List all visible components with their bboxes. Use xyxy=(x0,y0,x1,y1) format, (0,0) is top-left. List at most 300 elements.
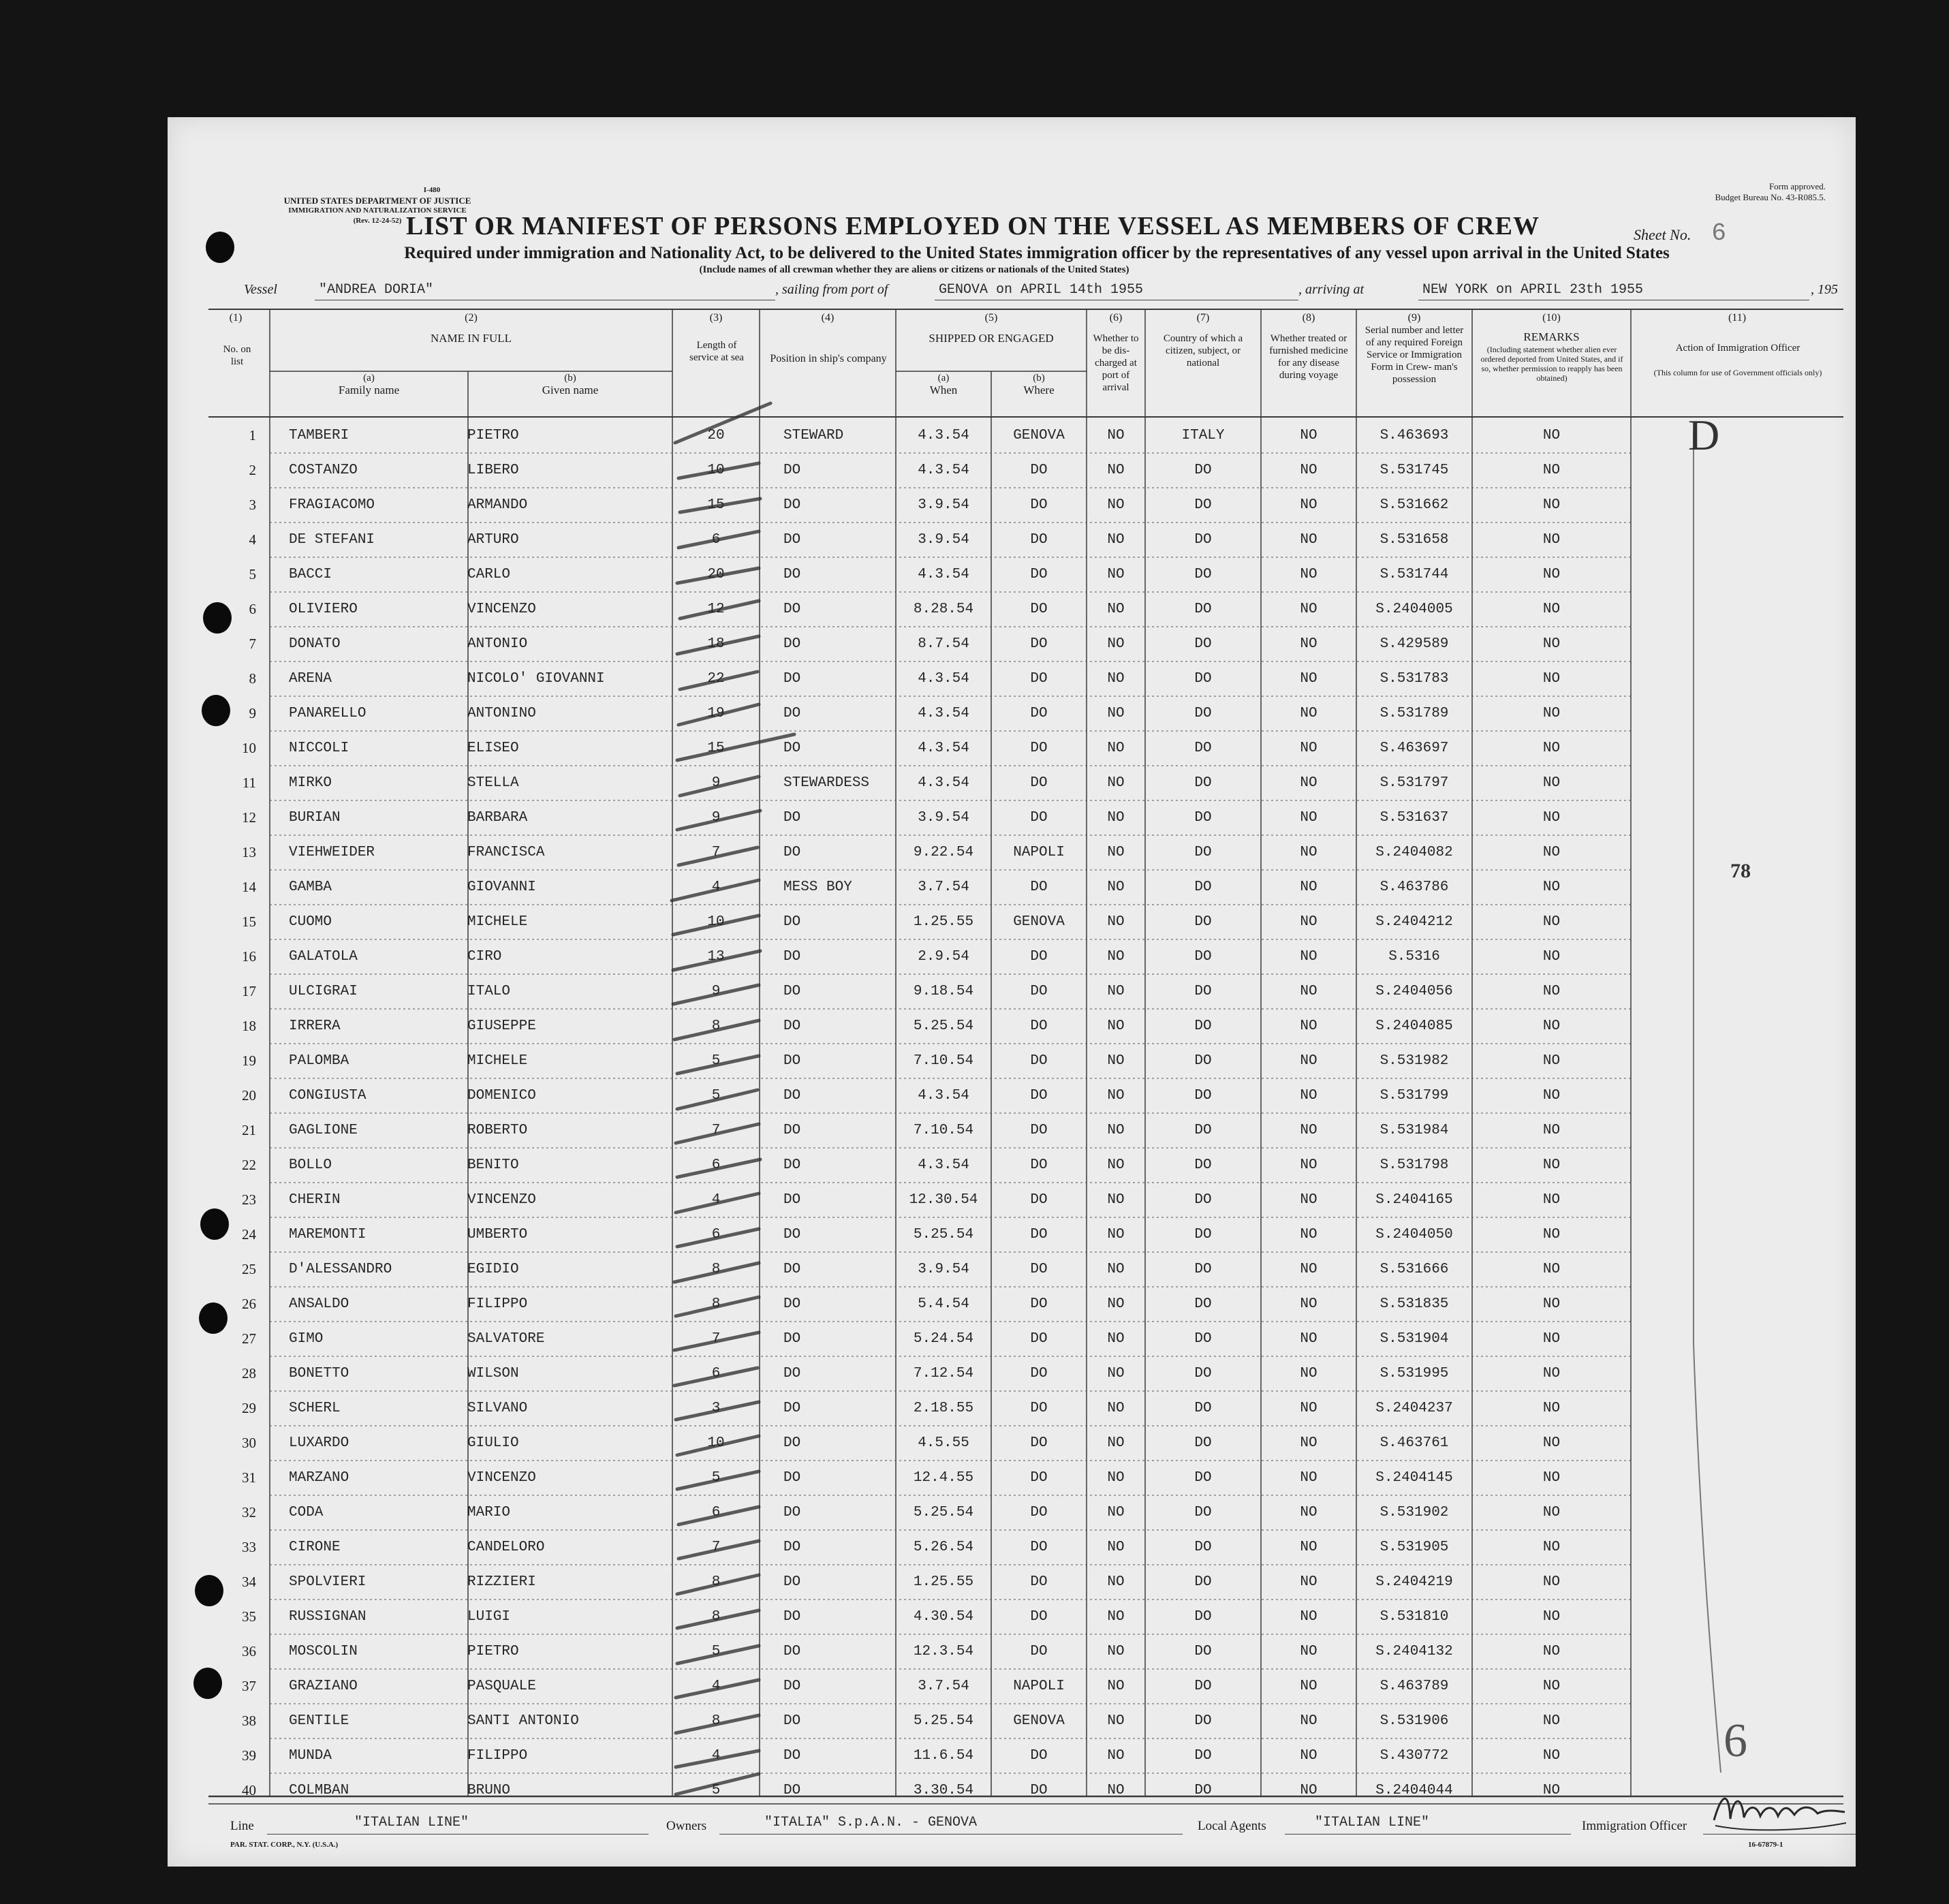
cell-serial: S.2404165 xyxy=(1375,1192,1453,1208)
cell-given: DOMENICO xyxy=(467,1088,536,1104)
cell-serial: S.531666 xyxy=(1379,1262,1449,1277)
cell-remarks: NO xyxy=(1542,740,1561,756)
cell-given: CIRO xyxy=(467,949,502,965)
table-row xyxy=(168,800,1856,835)
cell-medicine: NO xyxy=(1300,1679,1317,1694)
cell-remarks: NO xyxy=(1542,1435,1561,1451)
header-family-name: Family name xyxy=(338,384,400,396)
cell-serial: S.531995 xyxy=(1379,1366,1449,1382)
cell-when: 4.3.54 xyxy=(918,567,969,582)
cell-when: 3.9.54 xyxy=(918,1262,969,1277)
header-when-letter: (a) xyxy=(937,373,950,384)
table-row xyxy=(168,870,1856,905)
cell-no: 5 xyxy=(249,566,256,582)
cell-discharged: NO xyxy=(1107,810,1125,826)
cell-medicine: NO xyxy=(1300,879,1317,895)
cell-when: 4.3.54 xyxy=(918,463,969,478)
cell-family: IRRERA xyxy=(289,1018,341,1034)
cell-country: DO xyxy=(1194,706,1212,721)
cell-where: DO xyxy=(1030,1018,1048,1034)
cell-where: DO xyxy=(1030,463,1048,478)
cell-discharged: NO xyxy=(1107,1088,1125,1104)
cell-no: 33 xyxy=(242,1539,256,1555)
form-approved: Form approved. xyxy=(1768,181,1826,191)
cell-no: 10 xyxy=(242,740,256,756)
table-row xyxy=(168,488,1856,522)
cell-medicine: NO xyxy=(1300,463,1317,478)
cell-remarks: NO xyxy=(1542,671,1561,687)
cell-given: ITALO xyxy=(467,984,511,999)
cell-serial: S.531797 xyxy=(1379,775,1449,791)
cell-no: 22 xyxy=(242,1157,256,1173)
cell-where: DO xyxy=(1030,567,1048,582)
cell-when: 12.30.54 xyxy=(909,1192,978,1208)
cell-where: DO xyxy=(1030,1644,1048,1659)
cell-where: DO xyxy=(1030,602,1048,617)
cell-discharged: NO xyxy=(1107,1157,1125,1173)
cell-given: SILVANO xyxy=(467,1401,528,1416)
cell-country: DO xyxy=(1194,740,1212,756)
cell-length: 10 xyxy=(707,463,725,478)
cell-no: 1 xyxy=(249,427,256,443)
cell-discharged: NO xyxy=(1107,1018,1125,1034)
budget-bureau: Budget Bureau No. 43-R085.5. xyxy=(1715,192,1826,202)
cell-length: 3 xyxy=(711,1401,721,1416)
cell-medicine: NO xyxy=(1300,1227,1317,1243)
cell-given: WILSON xyxy=(467,1366,519,1382)
cell-given: EGIDIO xyxy=(467,1262,519,1277)
cell-where: DO xyxy=(1030,949,1048,965)
cell-family: GAMBA xyxy=(289,879,332,895)
cell-when: 2.9.54 xyxy=(918,949,969,965)
table-row xyxy=(168,939,1856,974)
cell-no: 4 xyxy=(249,531,256,548)
cell-family: BACCI xyxy=(289,567,332,582)
cell-when: 4.3.54 xyxy=(918,706,969,721)
cell-serial: S.531798 xyxy=(1379,1157,1449,1173)
table-row xyxy=(168,1669,1856,1704)
table-row xyxy=(168,974,1856,1009)
cell-family: GALATOLA xyxy=(289,949,358,965)
cell-given: GIOVANNI xyxy=(467,879,536,895)
cell-discharged: NO xyxy=(1107,706,1125,721)
cell-remarks: NO xyxy=(1542,497,1561,513)
cell-serial: S.2404219 xyxy=(1375,1574,1453,1590)
cell-no: 37 xyxy=(242,1678,256,1694)
table-row xyxy=(168,731,1856,766)
sheet-value: 6 xyxy=(1711,219,1726,247)
header-given-name: Given name xyxy=(542,384,599,396)
cell-family: FRAGIACOMO xyxy=(289,497,375,513)
cell-no: 32 xyxy=(242,1504,256,1520)
cell-family: GRAZIANO xyxy=(289,1679,358,1694)
cell-length: 5 xyxy=(711,1783,721,1798)
header-discharged: Whether to be dis- charged at port of arrival xyxy=(1093,333,1139,393)
cell-family: D'ALESSANDRO xyxy=(289,1262,392,1277)
cell-remarks: NO xyxy=(1542,1331,1561,1347)
cell-country: DO xyxy=(1194,1609,1212,1625)
cell-when: 3.30.54 xyxy=(913,1783,974,1798)
voyage-line xyxy=(244,282,1843,302)
cell-where: DO xyxy=(1030,984,1048,999)
cell-when: 8.7.54 xyxy=(918,636,969,652)
table-row xyxy=(168,1738,1856,1773)
cell-where: DO xyxy=(1030,1783,1048,1798)
table-row xyxy=(168,1113,1856,1148)
cell-given: SANTI ANTONIO xyxy=(467,1713,579,1729)
cell-family: BOLLO xyxy=(289,1157,332,1173)
table-row xyxy=(168,592,1856,627)
col-num: (2) xyxy=(465,312,478,324)
cell-when: 3.9.54 xyxy=(918,810,969,826)
cell-remarks: NO xyxy=(1542,1296,1561,1312)
cell-given: ELISEO xyxy=(467,740,519,756)
subnote: (Include names of all crewman whether they are aliens or citizens or nationals of the United States) xyxy=(699,264,1129,275)
cell-given: PASQUALE xyxy=(467,1679,536,1694)
cell-no: 34 xyxy=(242,1574,256,1590)
cell-where: DO xyxy=(1030,1609,1048,1625)
cell-country: DO xyxy=(1194,1644,1212,1659)
table-row xyxy=(168,1634,1856,1669)
cell-given: ANTONINO xyxy=(467,706,536,721)
cell-medicine: NO xyxy=(1300,497,1317,513)
cell-given: ARTURO xyxy=(467,532,519,548)
cell-medicine: NO xyxy=(1300,1609,1317,1625)
cell-length: 19 xyxy=(707,706,725,721)
cell-where: DO xyxy=(1030,1227,1048,1243)
cell-country: ITALY xyxy=(1181,428,1225,443)
cell-no: 20 xyxy=(242,1087,256,1104)
cell-position: DO xyxy=(783,914,801,930)
cell-where: DO xyxy=(1030,532,1048,548)
cell-serial: S.531905 xyxy=(1379,1540,1449,1555)
cell-length: 8 xyxy=(711,1713,721,1729)
cell-medicine: NO xyxy=(1300,428,1317,443)
cell-medicine: NO xyxy=(1300,1713,1317,1729)
cell-medicine: NO xyxy=(1300,1053,1317,1069)
table-row xyxy=(168,1009,1856,1044)
cell-medicine: NO xyxy=(1300,567,1317,582)
cell-when: 4.30.54 xyxy=(913,1609,974,1625)
header-no-on-list: No. on list xyxy=(223,344,251,367)
cell-serial: S.531662 xyxy=(1379,497,1449,513)
cell-where: DO xyxy=(1030,1123,1048,1138)
cell-position: DO xyxy=(783,602,801,617)
cell-position: DO xyxy=(783,1679,801,1694)
col-num: (6) xyxy=(1109,312,1123,324)
cell-where: DO xyxy=(1030,810,1048,826)
cell-family: DONATO xyxy=(289,636,341,652)
form-approval xyxy=(1715,181,1826,203)
cell-discharged: NO xyxy=(1107,1609,1125,1625)
year-suffix: , 195 xyxy=(1811,282,1838,297)
cell-where: GENOVA xyxy=(1013,914,1065,930)
cell-medicine: NO xyxy=(1300,1331,1317,1347)
cell-where: DO xyxy=(1030,497,1048,513)
cell-where: GENOVA xyxy=(1013,1713,1065,1729)
cell-position: DO xyxy=(783,1505,801,1520)
cell-medicine: NO xyxy=(1300,1157,1317,1173)
cell-remarks: NO xyxy=(1542,1401,1561,1416)
cell-family: VIEHWEIDER xyxy=(289,845,375,860)
cell-medicine: NO xyxy=(1300,706,1317,721)
cell-position: DO xyxy=(783,1123,801,1138)
table-row xyxy=(168,1704,1856,1738)
cell-discharged: NO xyxy=(1107,1192,1125,1208)
cell-position: DO xyxy=(783,1088,801,1104)
cell-no: 38 xyxy=(242,1713,256,1729)
cell-medicine: NO xyxy=(1300,949,1317,965)
cell-country: DO xyxy=(1194,1401,1212,1416)
cell-discharged: NO xyxy=(1107,740,1125,756)
cell-position: DO xyxy=(783,1435,801,1451)
cell-discharged: NO xyxy=(1107,1435,1125,1451)
table-row xyxy=(168,1287,1856,1322)
cell-country: DO xyxy=(1194,1123,1212,1138)
cell-discharged: NO xyxy=(1107,1053,1125,1069)
cell-when: 4.5.55 xyxy=(918,1435,969,1451)
cell-remarks: NO xyxy=(1542,1088,1561,1104)
cell-position: DO xyxy=(783,1331,801,1347)
cell-country: DO xyxy=(1194,1053,1212,1069)
cell-length: 4 xyxy=(711,1748,721,1764)
cell-position: DO xyxy=(783,1748,801,1764)
cell-no: 29 xyxy=(242,1400,256,1416)
cell-where: DO xyxy=(1030,636,1048,652)
cell-family: PANARELLO xyxy=(289,706,367,721)
table-row xyxy=(168,1148,1856,1183)
cell-when: 5.25.54 xyxy=(913,1713,974,1729)
cell-given: NICOLO' GIOVANNI xyxy=(467,671,605,687)
col-num: (7) xyxy=(1196,312,1210,324)
cell-when: 4.3.54 xyxy=(918,1088,969,1104)
cell-country: DO xyxy=(1194,636,1212,652)
cell-country: DO xyxy=(1194,1157,1212,1173)
header-where: Where xyxy=(1023,384,1055,396)
cell-no: 2 xyxy=(249,462,256,478)
cell-country: DO xyxy=(1194,1366,1212,1382)
cell-country: DO xyxy=(1194,1435,1212,1451)
sheet-label: Sheet No. xyxy=(1634,226,1691,243)
cell-given: LUIGI xyxy=(467,1609,511,1625)
cell-serial: S.2404145 xyxy=(1375,1470,1453,1486)
cell-discharged: NO xyxy=(1107,428,1125,443)
cell-position: DO xyxy=(783,1609,801,1625)
cell-medicine: NO xyxy=(1300,1401,1317,1416)
cell-length: 8 xyxy=(711,1296,721,1312)
cell-remarks: NO xyxy=(1542,879,1561,895)
cell-medicine: NO xyxy=(1300,1366,1317,1382)
cell-serial: S.2404050 xyxy=(1375,1227,1453,1243)
cell-discharged: NO xyxy=(1107,1123,1125,1138)
cell-length: 9 xyxy=(711,984,721,999)
cell-remarks: NO xyxy=(1542,1157,1561,1173)
cell-serial: S.5316 xyxy=(1388,949,1440,965)
cell-discharged: NO xyxy=(1107,1748,1125,1764)
cell-when: 3.7.54 xyxy=(918,1679,969,1694)
cell-when: 1.25.55 xyxy=(913,1574,974,1590)
cell-given: STELLA xyxy=(467,775,519,791)
table-row xyxy=(168,1495,1856,1530)
cell-position: MESS BOY xyxy=(783,879,852,895)
cell-discharged: NO xyxy=(1107,602,1125,617)
cell-length: 6 xyxy=(711,532,721,548)
cell-remarks: NO xyxy=(1542,1783,1561,1798)
cell-length: 7 xyxy=(711,1331,721,1347)
cell-when: 9.22.54 xyxy=(913,845,974,860)
cell-discharged: NO xyxy=(1107,532,1125,548)
cell-medicine: NO xyxy=(1300,1748,1317,1764)
cell-where: DO xyxy=(1030,671,1048,687)
cell-position: DO xyxy=(783,1192,801,1208)
cell-when: 7.10.54 xyxy=(913,1123,974,1138)
cell-no: 18 xyxy=(242,1018,256,1034)
cell-country: DO xyxy=(1194,1505,1212,1520)
cell-discharged: NO xyxy=(1107,1783,1125,1798)
cell-where: DO xyxy=(1030,1748,1048,1764)
cell-length: 8 xyxy=(711,1574,721,1590)
cell-medicine: NO xyxy=(1300,1470,1317,1486)
cell-when: 5.25.54 xyxy=(913,1505,974,1520)
cell-position: STEWARD xyxy=(783,428,844,443)
cell-serial: S.2404082 xyxy=(1375,845,1453,860)
cell-family: PALOMBA xyxy=(289,1053,349,1069)
cell-length: 6 xyxy=(711,1366,721,1382)
cell-position: DO xyxy=(783,497,801,513)
cell-discharged: NO xyxy=(1107,1227,1125,1243)
cell-remarks: NO xyxy=(1542,706,1561,721)
cell-discharged: NO xyxy=(1107,1331,1125,1347)
cell-position: DO xyxy=(783,463,801,478)
cell-where: DO xyxy=(1030,706,1048,721)
cell-where: DO xyxy=(1030,1262,1048,1277)
cell-where: DO xyxy=(1030,879,1048,895)
cell-remarks: NO xyxy=(1542,1366,1561,1382)
cell-serial: S.2404044 xyxy=(1375,1783,1453,1798)
cell-remarks: NO xyxy=(1542,1713,1561,1729)
cell-serial: S.531810 xyxy=(1379,1609,1449,1625)
table-row xyxy=(168,418,1856,453)
cell-when: 3.9.54 xyxy=(918,497,969,513)
header-family-letter: (a) xyxy=(363,373,375,384)
cell-where: DO xyxy=(1030,1157,1048,1173)
line-value: "ITALIAN LINE" xyxy=(354,1815,469,1830)
cell-discharged: NO xyxy=(1107,463,1125,478)
cell-family: COLMBAN xyxy=(289,1783,349,1798)
cell-length: 5 xyxy=(711,1644,721,1659)
service: IMMIGRATION AND NATURALIZATION SERVICE xyxy=(288,206,467,215)
cell-country: DO xyxy=(1194,1574,1212,1590)
cell-remarks: NO xyxy=(1542,1748,1561,1764)
vessel-name: "ANDREA DORIA" xyxy=(319,282,434,298)
cell-discharged: NO xyxy=(1107,914,1125,930)
cell-position: DO xyxy=(783,740,801,756)
cell-given: LIBERO xyxy=(467,463,519,478)
cell-no: 16 xyxy=(242,948,256,965)
cell-serial: S.2404056 xyxy=(1375,984,1453,999)
cell-medicine: NO xyxy=(1300,602,1317,617)
cell-position: DO xyxy=(783,532,801,548)
cell-remarks: NO xyxy=(1542,1053,1561,1069)
cell-position: DO xyxy=(783,1783,801,1798)
cell-when: 1.25.55 xyxy=(913,914,974,930)
cell-when: 7.10.54 xyxy=(913,1053,974,1069)
cell-country: DO xyxy=(1194,949,1212,965)
cell-country: DO xyxy=(1194,845,1212,860)
table-row xyxy=(168,661,1856,696)
cell-discharged: NO xyxy=(1107,497,1125,513)
cell-medicine: NO xyxy=(1300,1783,1317,1798)
cell-country: DO xyxy=(1194,497,1212,513)
cell-medicine: NO xyxy=(1300,1435,1317,1451)
cell-serial: S.531982 xyxy=(1379,1053,1449,1069)
cell-serial: S.531902 xyxy=(1379,1505,1449,1520)
header-when: When xyxy=(929,384,958,396)
cell-where: GENOVA xyxy=(1013,428,1065,443)
cell-serial: S.531799 xyxy=(1379,1088,1449,1104)
cell-remarks: NO xyxy=(1542,1262,1561,1277)
cell-discharged: NO xyxy=(1107,879,1125,895)
cell-family: GIMO xyxy=(289,1331,324,1347)
cell-remarks: NO xyxy=(1542,1470,1561,1486)
table-row xyxy=(168,766,1856,800)
col-num: (10) xyxy=(1542,312,1561,324)
cell-remarks: NO xyxy=(1542,845,1561,860)
cell-length: 10 xyxy=(707,1435,725,1451)
department: UNITED STATES DEPARTMENT OF JUSTICE xyxy=(283,196,471,206)
cell-country: DO xyxy=(1194,1713,1212,1729)
agents-label: Local Agents xyxy=(1198,1819,1266,1833)
cell-medicine: NO xyxy=(1300,636,1317,652)
table-row xyxy=(168,627,1856,661)
cell-discharged: NO xyxy=(1107,1470,1125,1486)
cell-where: DO xyxy=(1030,775,1048,791)
cell-given: ARMANDO xyxy=(467,497,528,513)
cell-when: 5.24.54 xyxy=(913,1331,974,1347)
header-medicine: Whether treated or furnished medicine for any disease during voyage xyxy=(1269,333,1348,381)
cell-discharged: NO xyxy=(1107,1644,1125,1659)
table-row xyxy=(168,1044,1856,1078)
cell-country: DO xyxy=(1194,463,1212,478)
cell-country: DO xyxy=(1194,1192,1212,1208)
cell-given: MICHELE xyxy=(467,1053,528,1069)
subtitle: Required under immigration and Nationality Act, to be delivered to the United States immigration officer by the representatives of any vessel upon arrival in the United States xyxy=(404,244,1670,262)
cell-remarks: NO xyxy=(1542,1018,1561,1034)
cell-length: 13 xyxy=(707,949,725,965)
cell-given: GIULIO xyxy=(467,1435,519,1451)
table-row xyxy=(168,1599,1856,1634)
cell-remarks: NO xyxy=(1542,1227,1561,1243)
col-num: (1) xyxy=(229,312,243,324)
cell-given: GIUSEPPE xyxy=(467,1018,536,1034)
cell-position: DO xyxy=(783,706,801,721)
cell-discharged: NO xyxy=(1107,984,1125,999)
cell-no: 27 xyxy=(242,1330,256,1347)
owners-label: Owners xyxy=(666,1819,707,1833)
cell-serial: S.531658 xyxy=(1379,532,1449,548)
cell-discharged: NO xyxy=(1107,636,1125,652)
cell-where: NAPOLI xyxy=(1013,845,1065,860)
cell-discharged: NO xyxy=(1107,845,1125,860)
cell-medicine: NO xyxy=(1300,532,1317,548)
col-num: (11) xyxy=(1728,312,1747,324)
cell-discharged: NO xyxy=(1107,1505,1125,1520)
cell-position: DO xyxy=(783,636,801,652)
cell-position: DO xyxy=(783,1053,801,1069)
cell-remarks: NO xyxy=(1542,775,1561,791)
cell-length: 18 xyxy=(707,636,725,652)
cell-country: DO xyxy=(1194,1018,1212,1034)
